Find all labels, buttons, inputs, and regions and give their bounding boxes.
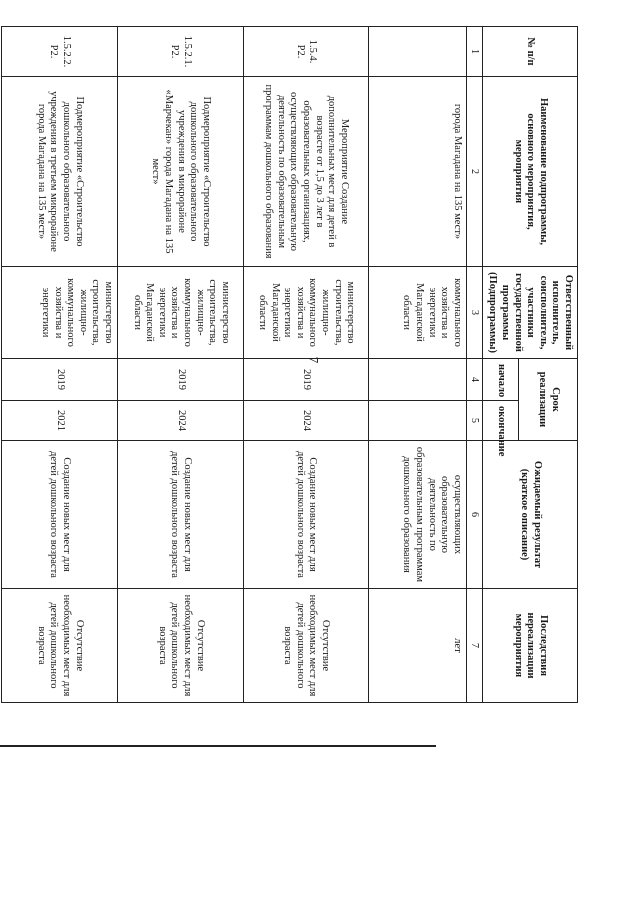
row-executor: министерство строительства, жилищно-коммунального хозяйства и энергетики (1, 267, 117, 359)
row-consequence: лет (369, 589, 467, 703)
row-num: 1.5.2.2. Р2. (1, 27, 117, 77)
row-start (369, 359, 467, 401)
column-number: 5 (466, 401, 482, 441)
row-start: 2019 (243, 359, 368, 401)
row-executor: коммунального хозяйства и энергетики Магаданской области (369, 267, 467, 359)
row-consequence: Отсутствие необходимых мест для детей дошкольного возраста (1, 589, 117, 703)
column-number: 2 (466, 77, 482, 267)
column-number: 7 (466, 589, 482, 703)
rotated-page (35, 26, 578, 702)
header-start: начало (482, 359, 518, 401)
document-table-area (35, 26, 578, 702)
header-row (518, 27, 577, 703)
page-divider (0, 745, 436, 747)
header-name: Наименование подпрограммы, основного мероприятия, мероприятия (482, 77, 577, 267)
table-row (369, 27, 467, 703)
row-result: Создание новых мест для детей дошкольного возраста (1, 441, 117, 589)
row-num: 1.5.4. Р2. (243, 27, 368, 77)
header-end: окончание (482, 401, 518, 441)
row-result: Создание новых мест для детей дошкольного возраста (243, 441, 368, 589)
header-num: № п/п (482, 27, 577, 77)
row-name: Подмероприятие «Строительство дошкольного образовательного учреждения в третьем микрорайоне города Магадана на 135 мест» (1, 77, 117, 267)
row-end (369, 401, 467, 441)
row-end: 2024 (243, 401, 368, 441)
row-name: Подмероприятие «Строительство дошкольного образовательного учреждения в микрорайоне «Марчекан» города Магадана на 135 мест» (118, 77, 243, 267)
header-result: Ожидаемый результат (краткое описание) (482, 441, 577, 589)
row-start: 2019 (118, 359, 243, 401)
row-result: Создание новых мест для детей дошкольного возраста (118, 441, 243, 589)
row-end: 2021 (1, 401, 117, 441)
table-row (243, 27, 368, 703)
row-consequence: Отсутствие необходимых мест для детей дошкольного возраста (243, 589, 368, 703)
row-executor: министерство строительства, жилищно-коммунального хозяйства и энергетики Магаданской области (118, 267, 243, 359)
column-number-row (466, 27, 482, 703)
header-consequence: Последствия нереализации мероприятия (482, 589, 577, 703)
row-num (369, 27, 467, 77)
row-name: города Магадана на 135 мест» (369, 77, 467, 267)
row-end: 2024 (118, 401, 243, 441)
column-number: 4 (466, 359, 482, 401)
row-name: Мероприятие Создание дополнительных мест для детей в возрасте от 1,5 до 3 лет в образовательных организациях, осуществляющих образовательную деятельность по образовательным программам дошкольного образования (243, 77, 368, 267)
column-number: 3 (466, 267, 482, 359)
header-executor: Ответственный исполнитель, соисполнитель, участники государственной программы (Подпрограммы) (482, 267, 577, 359)
row-consequence: Отсутствие необходимых мест для детей дошкольного возраста (118, 589, 243, 703)
column-number: 6 (466, 441, 482, 589)
row-executor: министерство строительства, жилищно-коммунального хозяйства и энергетики Магаданской области (243, 267, 368, 359)
table-row (1, 27, 117, 703)
row-start: 2019 (1, 359, 117, 401)
row-result: осуществляющих образовательную деятельность по образовательным программам дошкольного образования (369, 441, 467, 589)
header-term: Срок реализации (518, 359, 577, 441)
table-row (118, 27, 243, 703)
column-number: 1 (466, 27, 482, 77)
row-num: 1.5.2.1. Р2. (118, 27, 243, 77)
program-activities-table (1, 26, 578, 703)
page-number: 7 (306, 356, 322, 364)
